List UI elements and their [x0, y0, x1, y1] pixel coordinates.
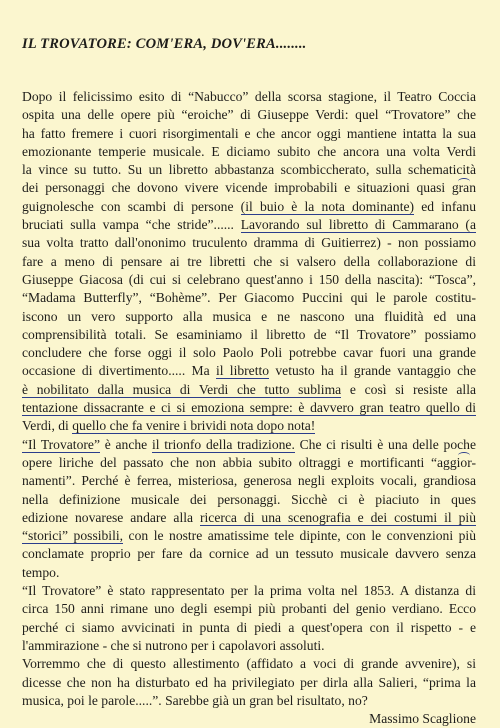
underlined-phrase: “Il Trovatore”: [22, 436, 100, 452]
text-line: [22, 106, 476, 124]
text-segment: l'ammirazione - che si nutrono per i capolavori assoluti.: [22, 637, 325, 653]
text-segment: conclamate proprio per fare da cornice ad un tessuto musicale davvero senza: [22, 546, 476, 562]
text-segment: guignolesche con scambi di persone: [22, 198, 241, 214]
text-segment: edizione novarese andare alla: [22, 509, 200, 525]
text-line: [22, 198, 476, 216]
text-segment: concludere che forse oggi il solo Paolo Poli potrebbe cavar fuori una grande: [22, 345, 476, 361]
pen-mark: [458, 178, 470, 185]
text-line: [22, 564, 476, 582]
text-line: [22, 143, 476, 161]
pen-mark: [458, 452, 470, 459]
text-segment: opere liriche del passato che non abbia subito oltraggi e mortificanti “aggior-: [22, 454, 476, 470]
text-line: [22, 253, 476, 271]
underlined-phrase: tentazione dissacrante e ci si emoziona sempre:: [22, 400, 299, 416]
text-line: [22, 161, 476, 179]
text-line: [22, 472, 476, 490]
text-segment: “Madama Butterfly”, “Bohème”. Per Giacomo Puccini qui le parole costitu-: [22, 290, 476, 306]
text-segment: dicesse che non ha disturbato ed ha privilegiato per dirla alla Salieri, “prima la: [22, 674, 476, 690]
text-segment: ospita una delle opere più “eroiche” di Giuseppe Verdi: quel “Trovatore” che: [22, 107, 476, 123]
underlined-phrase: (il buio è la nota dominante): [240, 198, 415, 214]
text-line: [22, 674, 476, 692]
text-segment: musica, poi le parole.....”. Sarebbe già un gran bel risultato, no?: [22, 692, 368, 708]
underlined-phrase: è nobilitato dalla musica di Verdi che tutto sublima: [22, 381, 342, 397]
text-line: [22, 582, 476, 600]
text-line: [22, 344, 476, 362]
text-line: [22, 655, 476, 673]
text-line: [22, 216, 476, 234]
text-segment: bruciati sulla vampa “che stride”......: [22, 217, 241, 233]
underlined-phrase: “storici” possibili,: [22, 528, 124, 544]
text-segment: ha fatto fremere i cuori risorgimentali e che ancor oggi mantiene intatta la sua: [22, 125, 476, 141]
underlined-phrase: il trionfo della tradizione.: [151, 436, 295, 452]
author-signature: [22, 710, 476, 728]
text-segment: dei personaggi che dovono vivere vicende improbabili e situazioni quasi gran: [22, 180, 476, 196]
text-line: [22, 399, 476, 417]
text-segment: occasione di divertimento..... Ma: [22, 363, 216, 379]
text-line: [22, 619, 476, 637]
text-line: [22, 179, 476, 197]
text-line: [22, 509, 476, 527]
text-line: [22, 417, 476, 435]
text-segment: Giuseppe Giacosa (di cui si celebrano quest'anno i 150 della nascita): “Tosca”,: [22, 271, 476, 287]
article-body: [22, 88, 476, 728]
text-segment: la vince su tutto. Su un libretto abbastanza scombiccherato, sulla schematicità: [22, 162, 476, 178]
underlined-phrase: è davvero gran teatro quello di: [298, 400, 476, 416]
text-segment: ed infanu: [414, 198, 476, 214]
text-segment: namenti”. Perché è ferrea, misteriosa, generosa negli exploits vocali, grandiosa: [22, 473, 476, 489]
text-segment: circa 150 anni rimane uno degli esempi più probanti del genio verdiano. Ecco: [22, 601, 476, 617]
underlined-phrase: quello che fa venire i brividi nota dopo nota!: [72, 418, 316, 434]
underlined-phrase: il libretto: [215, 363, 270, 379]
text-line: [22, 88, 476, 106]
text-segment: Dopo il felicissimo esito di “Nabucco” della scorsa stagione, il Teatro Coccia: [22, 89, 476, 104]
text-segment: è anche: [99, 436, 152, 452]
text-segment: vetusto ha il grande vantaggio che: [269, 363, 476, 379]
underlined-phrase: ricerca di una scenografia e dei costumi il più: [200, 509, 477, 525]
text-line: [22, 454, 476, 472]
text-line: [22, 362, 476, 380]
text-line: [22, 381, 476, 399]
text-line: [22, 637, 476, 655]
text-segment: Verdi, di: [22, 418, 73, 434]
page-title: IL TROVATORE: COM'ERA, DOV'ERA........: [22, 36, 307, 52]
text-segment: tempo.: [22, 564, 60, 580]
text-line: [22, 600, 476, 618]
text-segment: iscono un vero supporto alla musica e ne nascono una fluidità ed una: [22, 308, 476, 324]
text-line: [22, 308, 476, 326]
text-segment: sua volta tratto dall'ononimo truculento dramma di Guitierrez) - non possiamo: [22, 235, 476, 251]
text-segment: Che ci risulti è una delle poche: [294, 436, 476, 452]
text-line: [22, 491, 476, 509]
text-line: [22, 271, 476, 289]
text-segment: Vorremmo che di questo allestimento (affidato a voci di grande avvenire), si: [22, 656, 476, 672]
text-segment: con le nostre amatissime tele dipinte, con le convenzioni più: [123, 528, 477, 544]
text-segment: e così si resiste alla: [341, 381, 477, 397]
text-line: [22, 125, 476, 143]
text-line: [22, 436, 476, 454]
text-segment: emozionante temperie musicale. E diciamo subito che ancora una volta Verdi: [22, 143, 476, 159]
text-line: [22, 234, 476, 252]
text-line: [22, 527, 476, 545]
text-segment: “Il Trovatore” è stato rappresentato per la prima volta nel 1853. A distanza di: [22, 583, 476, 599]
text-segment: Massimo Scaglione: [369, 711, 476, 727]
text-line: [22, 289, 476, 307]
underlined-phrase: Lavorando sul libretto di Cammarano (a: [240, 217, 476, 233]
text-segment: perché ci siamo avvicinati in punta di piedi a quest'opera con il rispetto - e: [22, 619, 476, 635]
text-segment: comprensibilità totali. Se esaminiamo il libretto de “Il Trovatore” possiamo: [22, 326, 476, 342]
text-segment: nella definizione musicale dei personaggi. Sicchè ci è piaciuto in ques: [22, 491, 476, 507]
text-line: [22, 545, 476, 563]
text-segment: fare a meno di pensare ai tre libretti che si valsero della collaborazione di: [22, 253, 476, 269]
text-line: [22, 326, 476, 344]
